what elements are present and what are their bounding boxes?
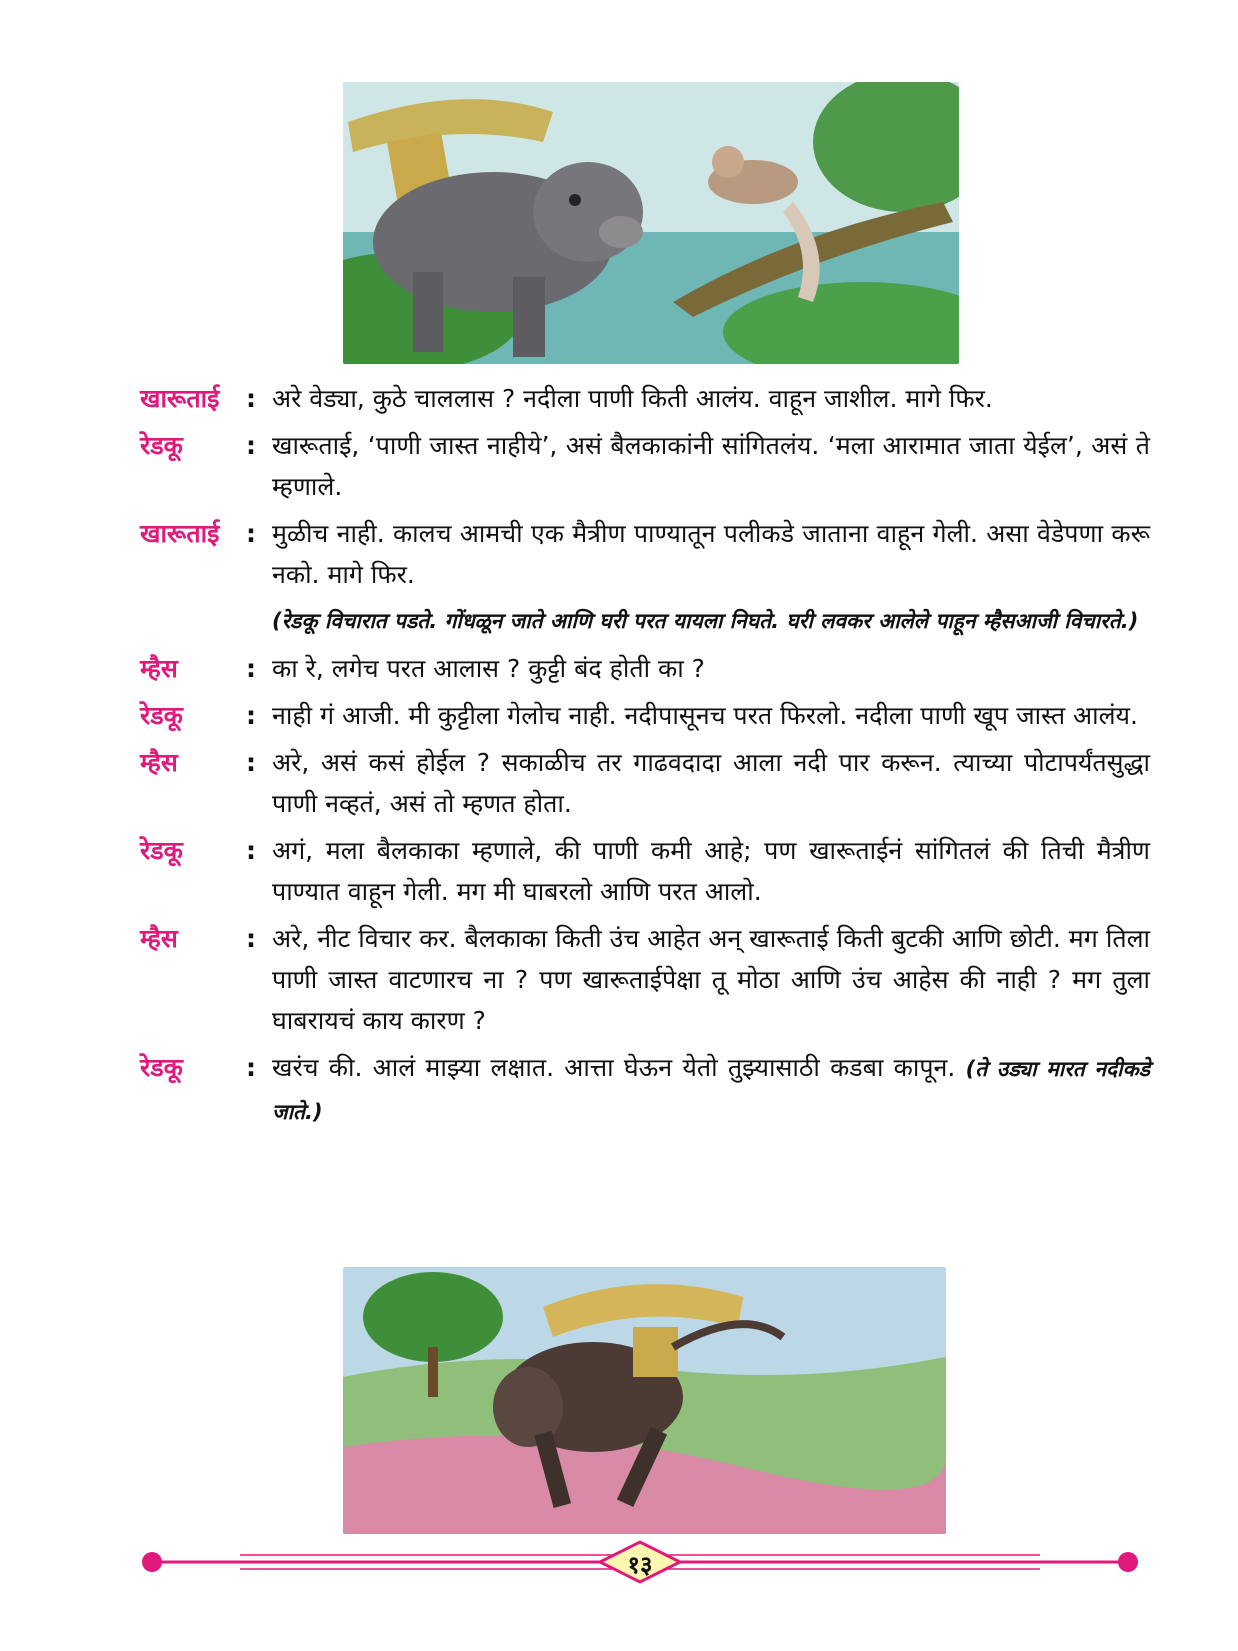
dialogue-text: खारूताई, ‘पाणी जास्त नाहीये’, असं बैलकाकांनी सांगितलंय. ‘मला आरामात जाता येईल’, असं ते म्हणाले.: [272, 431, 1150, 501]
dialogue-line: [140, 830, 1150, 912]
speaker-name: रेडकू: [140, 431, 183, 460]
speaker-name: म्हैस: [140, 748, 178, 777]
separator: :: [246, 384, 256, 413]
speaker-name: खारूताई: [140, 519, 220, 548]
dialogue-text-main: खरंच की. आलं माझ्या लक्षात. आत्ता घेऊन येतो तुझ्यासाठी कडबा कापून.: [272, 1053, 956, 1082]
dialogue-text: [272, 1047, 1150, 1133]
dialogue-line: [140, 918, 1150, 1041]
speaker-name: रेडकू: [140, 1053, 183, 1082]
separator: :: [246, 748, 256, 777]
page-footer: [140, 1540, 1140, 1584]
speaker-name: रेडकू: [140, 701, 183, 730]
separator: :: [246, 924, 256, 953]
speaker-name: म्हैस: [140, 924, 178, 953]
dialogue-line: [140, 1047, 1150, 1133]
separator: :: [246, 431, 256, 460]
calf-and-squirrel-illustration: [343, 82, 959, 364]
dialogue-text: अगं, मला बैलकाका म्हणाले, की पाणी कमी आहे; पण खारूताईनं सांगितलं की तिची मैत्रीण पाण्यात वाहून गेली. मग मी घाबरलो आणि परत आलो.: [272, 836, 1150, 906]
dialogue-text: अरे, नीट विचार कर. बैलकाका किती उंच आहेत अन् खारूताई किती बुटकी आणि छोटी. मग तिला पाणी जास्त वाटणारच ना ? पण खारूताईपेक्षा तू मोठा आणि उंच आहेस की नाही ? मग तुला घाबरायचं काय कारण ?: [272, 924, 1150, 1035]
separator: :: [246, 836, 256, 865]
dialogue-line: [140, 742, 1150, 824]
separator: :: [246, 654, 256, 683]
speaker-name: खारूताई: [140, 384, 220, 413]
dialogue-text: अरे वेड्या, कुठे चाललास ? नदीला पाणी किती आलंय. वाहून जाशील. मागे फिर.: [272, 384, 993, 413]
dialogue-line: [140, 513, 1150, 595]
calf-running-illustration: [343, 1267, 946, 1534]
stage-direction: (ते उड्या मारत नदीकडे जाते.): [272, 1057, 1150, 1124]
dialogue-text: मुळीच नाही. कालच आमची एक मैत्रीण पाण्यातून पलीकडे जाताना वाहून गेली. असा वेडेपणा करू नको. मागे फिर.: [272, 519, 1150, 589]
dialogue-line: [140, 695, 1150, 736]
speaker-name: म्हैस: [140, 654, 178, 683]
dialogue-line: [140, 648, 1150, 689]
dialogue-text: नाही गं आजी. मी कुट्टीला गेलोच नाही. नदीपासूनच परत फिरलो. नदीला पाणी खूप जास्त आलंय.: [272, 701, 1138, 730]
dialogue-text: अरे, असं कसं होईल ? सकाळीच तर गाढवदादा आला नदी पार करून. त्याच्या पोटापर्यंतसुद्धा पाणी नव्हतं, असं तो म्हणत होता.: [272, 748, 1150, 818]
page-number: १३: [627, 1551, 653, 1579]
separator: :: [246, 519, 256, 548]
dialogue-line: [140, 425, 1150, 507]
dialogue: [140, 378, 1150, 1139]
dialogue-line: [140, 378, 1150, 419]
speaker-name: रेडकू: [140, 836, 183, 865]
separator: :: [246, 1053, 256, 1082]
stage-direction: (रेडकू विचारात पडते. गोंधळून जाते आणि घरी परत यायला निघते. घरी लवकर आलेले पाहून म्हैसआजी विचारते.): [272, 609, 1139, 633]
separator: :: [246, 701, 256, 730]
dialogue-text: का रे, लगेच परत आलास ? कुट्टी बंद होती का ?: [272, 654, 705, 683]
